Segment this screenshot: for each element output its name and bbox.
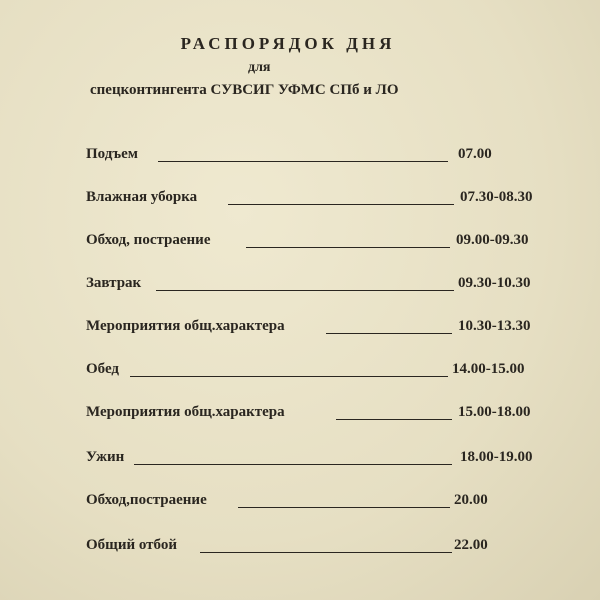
- fill-line: [238, 507, 450, 508]
- row-time: 07.30-08.30: [460, 189, 533, 205]
- fill-line: [134, 464, 452, 465]
- row-time: 09.30-10.30: [458, 275, 531, 291]
- fill-line: [156, 290, 454, 291]
- row-time: 15.00-18.00: [458, 404, 531, 420]
- fill-line: [200, 552, 452, 553]
- fill-line: [246, 247, 450, 248]
- row-label: Ужин: [86, 449, 125, 465]
- for-label: для: [248, 60, 271, 75]
- row-label: Мероприятия общ.характера: [86, 404, 285, 420]
- row-label: Обед: [86, 361, 120, 377]
- row-time: 18.00-19.00: [460, 449, 533, 465]
- row-label: Обход, пострaение: [86, 232, 211, 248]
- fill-line: [158, 161, 448, 162]
- row-label: Влажная уборка: [86, 189, 198, 205]
- row-label: Обход,пострaение: [86, 492, 207, 508]
- row-label: Общий отбой: [86, 537, 177, 553]
- row-time: 07.00: [458, 146, 492, 162]
- row-time: 09.00-09.30: [456, 232, 529, 248]
- row-time: 20.00: [454, 492, 488, 508]
- row-label: Мероприятия общ.характера: [86, 318, 285, 334]
- subtitle: спецконтингента СУВСИГ УФМС СПб и ЛО: [90, 82, 399, 98]
- page-title: РАСПОРЯДОК ДНЯ: [180, 34, 396, 53]
- fill-line: [130, 376, 448, 377]
- row-time: 10.30-13.30: [458, 318, 531, 334]
- fill-line: [228, 204, 454, 205]
- row-label: Подъем: [86, 146, 138, 162]
- fill-line: [326, 333, 452, 334]
- row-time: 22.00: [454, 537, 488, 553]
- row-time: 14.00-15.00: [452, 361, 525, 377]
- fill-line: [336, 419, 452, 420]
- row-label: Завтрак: [86, 275, 142, 291]
